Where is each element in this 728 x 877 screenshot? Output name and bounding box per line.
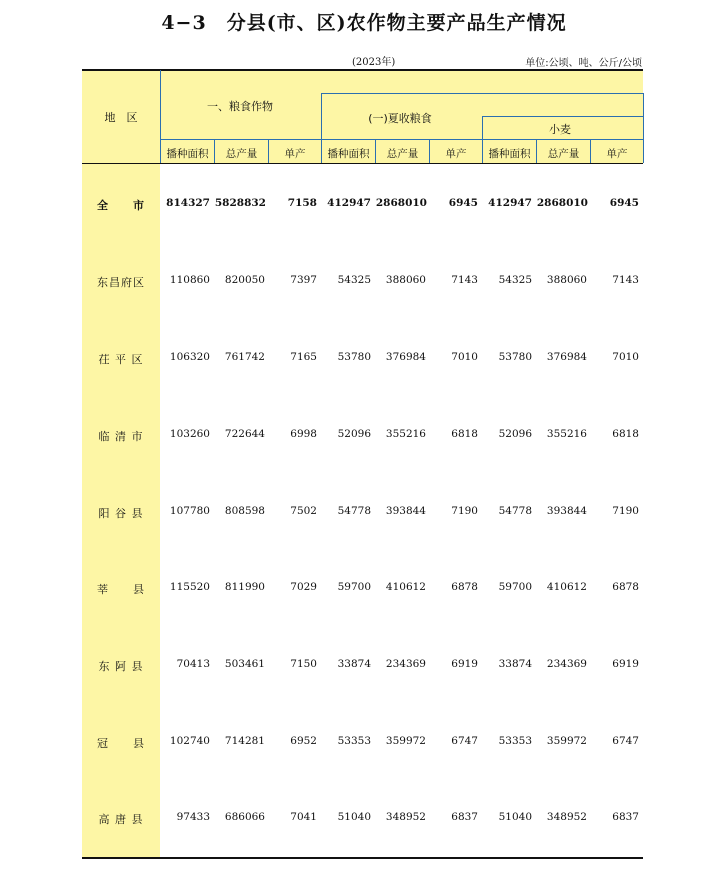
table-cell: 7029 [290,581,317,593]
unit-label: 单位:公顷、吨、公斤/公顷 [525,58,642,69]
table-cell: 33874 [337,658,371,670]
summer-grain-header: (一)夏收粮食 [368,112,432,125]
table-cell: 393844 [546,505,587,517]
table-cell: 7010 [451,351,478,363]
table-cell: 54778 [337,505,371,517]
table-cell: 811990 [224,581,265,593]
table-cell: 7190 [451,505,478,517]
table-cell: 53780 [337,351,371,363]
table-cell: 54325 [498,274,532,286]
page-title: 4−3 分县(市、区)农作物主要产品生产情况 [161,12,567,34]
table-cell: 359972 [385,735,426,747]
table-cell: 53353 [337,735,371,747]
table-cell: 348952 [546,811,587,823]
row-region-label: 阳 谷 县 [98,507,144,520]
table-cell: 51040 [337,811,371,823]
table-cell: 686066 [224,811,265,823]
top-rule [82,69,643,71]
sub-header: 总产量 [386,148,419,160]
table-cell: 6878 [612,581,639,593]
table-cell: 6919 [451,658,478,670]
table-cell: 7165 [290,351,317,363]
row-region-label: 高 唐 县 [98,813,144,826]
table-cell: 7190 [612,505,639,517]
table-cell: 412947 [488,197,532,209]
table-cell: 820050 [224,274,265,286]
table-cell: 359972 [546,735,587,747]
table-cell: 714281 [224,735,265,747]
table-cell: 53353 [498,735,532,747]
table-cell: 814327 [166,197,210,209]
row-region-label: 东 阿 县 [98,660,144,673]
table-cell: 393844 [385,505,426,517]
table-cell: 7143 [451,274,478,286]
table-cell: 59700 [337,581,371,593]
table-cell: 70413 [176,658,210,670]
table-cell: 2868010 [375,197,427,209]
table-cell: 7150 [290,658,317,670]
table-cell: 7143 [612,274,639,286]
table-cell: 348952 [385,811,426,823]
table-cell: 54778 [498,505,532,517]
table-cell: 106320 [169,351,210,363]
table-cell: 376984 [385,351,426,363]
table-cell: 355216 [546,428,587,440]
table-cell: 103260 [169,428,210,440]
table-cell: 115520 [169,581,210,593]
table-cell: 5828832 [214,197,266,209]
table-cell: 6747 [451,735,478,747]
table-cell: 808598 [224,505,265,517]
header-bottom-rule [82,163,643,164]
bottom-rule [82,857,643,859]
table-cell: 234369 [546,658,587,670]
table-cell: 412947 [327,197,371,209]
table-cell: 54325 [337,274,371,286]
header-vline [643,93,644,163]
row-region-label: 冠 县 [97,737,145,750]
table-cell: 388060 [385,274,426,286]
row-region-label: 东昌府区 [97,276,145,289]
table-cell: 234369 [385,658,426,670]
table-cell: 110860 [169,274,210,286]
table-cell: 33874 [498,658,532,670]
table-cell: 107780 [169,505,210,517]
table-cell: 6952 [290,735,317,747]
sub-header: 播种面积 [327,148,370,160]
grain-header: 一、粮食作物 [207,100,273,113]
row-region-label: 莘 县 [97,583,145,596]
wheat-split-line [482,116,643,117]
table-cell: 410612 [385,581,426,593]
table-cell: 6837 [612,811,639,823]
table-cell: 52096 [498,428,532,440]
table-cell: 52096 [337,428,371,440]
sub-header: 总产量 [547,148,580,160]
region-header: 地 区 [104,111,138,124]
table-cell: 6837 [451,811,478,823]
sub-header: 总产量 [225,148,258,160]
grain-split-line [321,93,643,94]
table-cell: 53780 [498,351,532,363]
table-cell: 7397 [290,274,317,286]
year-label: (2023年) [352,57,396,68]
table-cell: 6747 [612,735,639,747]
table-cell: 6945 [448,197,478,209]
table-cell: 376984 [546,351,587,363]
row-region-label: 全 市 [97,199,145,212]
sub-header: 单产 [445,148,467,160]
table-cell: 102740 [169,735,210,747]
row-region-label: 临 清 市 [98,430,144,443]
table-cell: 6818 [612,428,639,440]
table-cell: 6998 [290,428,317,440]
sub-header-line [160,139,643,140]
sub-header: 单产 [284,148,306,160]
table-cell: 7041 [290,811,317,823]
sub-header: 播种面积 [166,148,209,160]
table-cell: 7502 [290,505,317,517]
table-cell: 2868010 [536,197,588,209]
table-cell: 6878 [451,581,478,593]
table-cell: 6818 [451,428,478,440]
wheat-header: 小麦 [549,123,571,136]
row-region-label: 茌 平 区 [98,353,144,366]
sub-header: 单产 [606,148,628,160]
table-cell: 761742 [224,351,265,363]
table-cell: 355216 [385,428,426,440]
table-cell: 410612 [546,581,587,593]
table-cell: 7158 [287,197,317,209]
table-cell: 6945 [609,197,639,209]
table-cell: 59700 [498,581,532,593]
table-cell: 388060 [546,274,587,286]
sub-header: 播种面积 [488,148,531,160]
table-cell: 503461 [224,658,265,670]
table-cell: 51040 [498,811,532,823]
table-cell: 6919 [612,658,639,670]
table-cell: 7010 [612,351,639,363]
table-cell: 97433 [176,811,210,823]
table-cell: 722644 [224,428,265,440]
